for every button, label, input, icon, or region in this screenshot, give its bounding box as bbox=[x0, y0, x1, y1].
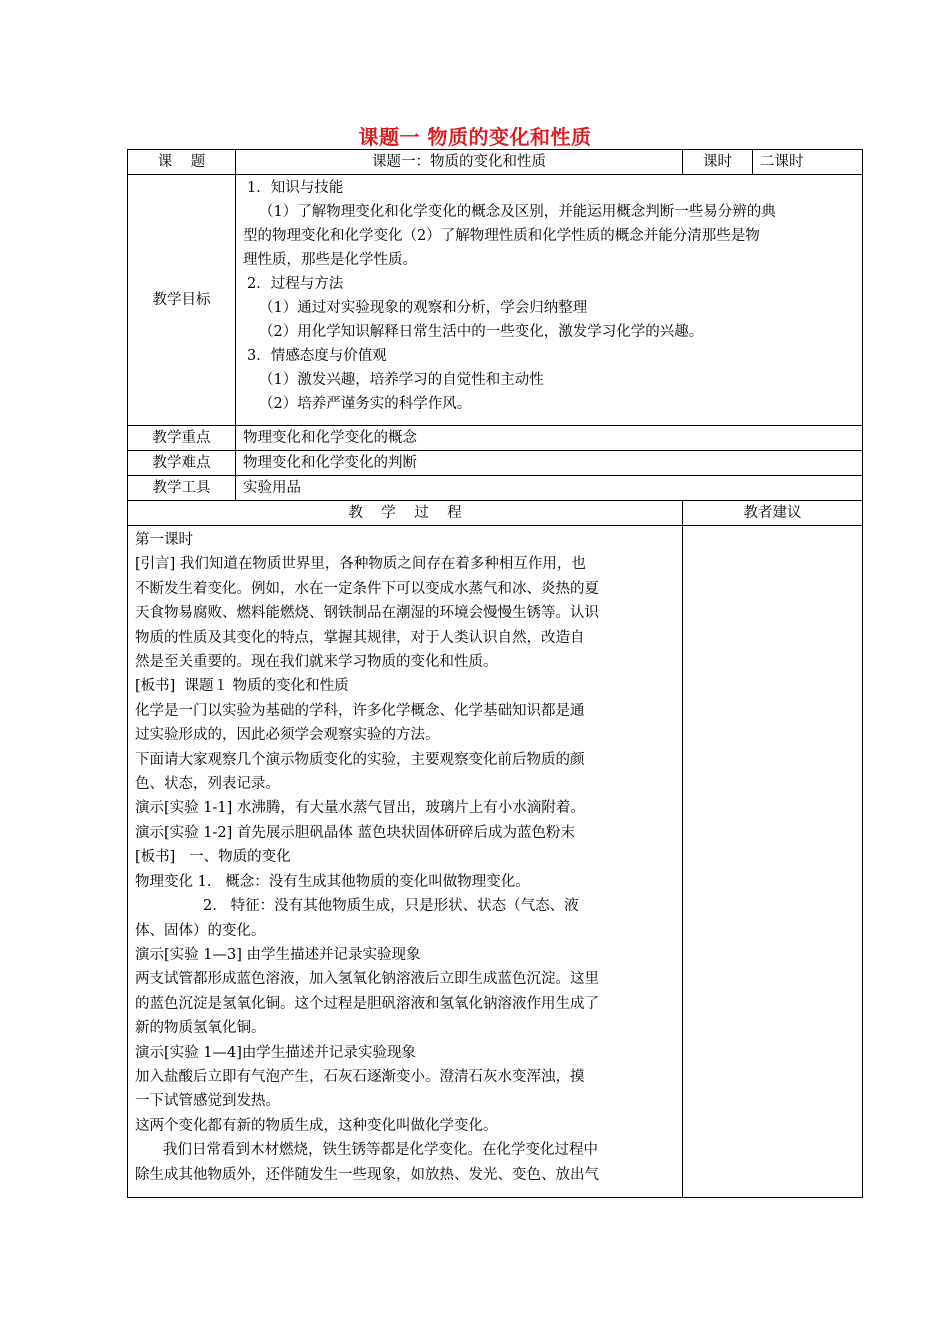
key-point-label: 教学重点 bbox=[128, 426, 236, 451]
difficulty-row bbox=[128, 451, 863, 476]
difficulty-label: 教学难点 bbox=[128, 451, 236, 476]
goals-label: 教学目标 bbox=[128, 175, 236, 426]
tools-label: 教学工具 bbox=[128, 476, 236, 501]
process-line: 演示[实验 1—4]由学生描述并记录实验现象 bbox=[135, 1044, 416, 1061]
hours-value: 二课时 bbox=[753, 150, 863, 175]
process-line: [板书] 一、物质的变化 bbox=[135, 849, 291, 866]
process-line: 色、状态，列表记录。 bbox=[135, 776, 280, 793]
topic-label: 课 题 bbox=[128, 150, 236, 175]
process-line: 不断发生着变化。例如，水在一定条件下可以变成水蒸气和冰、炎热的夏 bbox=[135, 580, 599, 597]
difficulty-value: 物理变化和化学变化的判断 bbox=[236, 451, 863, 476]
goals-row bbox=[128, 175, 863, 426]
key-point-row bbox=[128, 426, 863, 451]
process-line: 一下试管感觉到发热。 bbox=[135, 1093, 280, 1110]
process-line: 物质的性质及其变化的特点，掌握其规律，对于人类认识自然，改造自 bbox=[135, 629, 585, 646]
goal-line: 理性质，那些是化学性质。 bbox=[243, 252, 417, 268]
goal-line: 2．过程与方法 bbox=[247, 276, 344, 292]
process-line: 新的物质氢氧化铜。 bbox=[135, 1020, 266, 1037]
process-line: 演示[实验 1-1] 水沸腾，有大量水蒸气冒出，玻璃片上有小水滴附着。 bbox=[135, 800, 585, 817]
process-line: [板书] 课题１ 物质的变化和性质 bbox=[135, 678, 349, 695]
goal-line: （1）了解物理变化和化学变化的概念及区别，并能运用概念判断一些易分辨的典 bbox=[259, 204, 776, 220]
tools-row bbox=[128, 476, 863, 501]
process-header: 教 学 过 程 bbox=[128, 501, 683, 526]
process-line: 的蓝色沉淀是氢氧化铜。这个过程是胆矾溶液和氢氧化钠溶液作用生成了 bbox=[135, 995, 599, 1012]
goal-line: （2）培养严谨务实的科学作风。 bbox=[259, 396, 472, 412]
process-line: 加入盐酸后立即有气泡产生，石灰石逐渐变小。澄清石灰水变浑浊，摸 bbox=[135, 1068, 585, 1085]
process-line: 物理变化 1. 概念：没有生成其他物质的变化叫做物理变化。 bbox=[135, 873, 530, 890]
process-row bbox=[128, 526, 863, 1198]
process-line: 2. 特征：没有其他物质生成，只是形状、状态（气态、液 bbox=[203, 898, 579, 915]
process-line: 这两个变化都有新的物质生成，这种变化叫做化学变化。 bbox=[135, 1117, 498, 1134]
advice-header: 教者建议 bbox=[683, 501, 863, 526]
process-line: 演示[实验 1—3] 由学生描述并记录实验现象 bbox=[135, 946, 421, 963]
process-line: 第一课时 bbox=[135, 532, 193, 548]
topic-row bbox=[128, 150, 863, 175]
process-line: 两支试管都形成蓝色溶液，加入氢氧化钠溶液后立即生成蓝色沉淀。这里 bbox=[135, 971, 599, 988]
hours-label: 课时 bbox=[683, 150, 753, 175]
lesson-plan-table bbox=[127, 149, 863, 1198]
process-line: 除生成其他物质外，还伴随发生一些现象，如放热、发光、变色、放出气 bbox=[135, 1166, 599, 1183]
process-line: 化学是一门以实验为基础的学科，许多化学概念、化学基础知识都是通 bbox=[135, 702, 585, 719]
process-line: 下面请大家观察几个演示物质变化的实验，主要观察变化前后物质的颜 bbox=[135, 751, 585, 768]
process-line: 然是至关重要的。现在我们就来学习物质的变化和性质。 bbox=[135, 654, 498, 671]
tools-value: 实验用品 bbox=[236, 476, 863, 501]
process-line: 天食物易腐败、燃料能燃烧、钢铁制品在潮湿的环境会慢慢生锈等。认识 bbox=[135, 605, 599, 622]
goal-line: （1）通过对实验现象的观察和分析，学会归纳整理 bbox=[259, 300, 588, 316]
goal-line: （1）激发兴趣，培养学习的自觉性和主动性 bbox=[259, 372, 544, 388]
process-line: [引言] 我们知道在物质世界里，各种物质之间存在着多种相互作用，也 bbox=[135, 556, 586, 573]
process-line: 我们日常看到木材燃烧，铁生锈等都是化学变化。在化学变化过程中 bbox=[163, 1142, 598, 1159]
process-line: 过实验形成的，因此必须学会观察实验的方法。 bbox=[135, 727, 440, 744]
process-line: 体、固体）的变化。 bbox=[135, 922, 266, 939]
process-header-row bbox=[128, 501, 863, 526]
process-line: 演示[实验 1-2] 首先展示胆矾晶体 蓝色块状固体研碎后成为蓝色粉末 bbox=[135, 824, 575, 841]
goal-line: 型的物理变化和化学变化（2）了解物理性质和化学性质的概念并能分清那些是物 bbox=[243, 228, 760, 244]
topic-value: 课题一：物质的变化和性质 bbox=[236, 150, 683, 175]
process-content bbox=[128, 526, 683, 1198]
goal-line: 3．情感态度与价值观 bbox=[247, 348, 387, 364]
goal-line: （2）用化学知识解释日常生活中的一些变化，激发学习化学的兴趣。 bbox=[259, 324, 704, 340]
page-title: 课题一 物质的变化和性质 bbox=[358, 125, 592, 149]
goal-line: 1．知识与技能 bbox=[247, 180, 344, 196]
key-point-value: 物理变化和化学变化的概念 bbox=[236, 426, 863, 451]
goals-content bbox=[236, 175, 863, 426]
advice-content bbox=[683, 526, 863, 1198]
